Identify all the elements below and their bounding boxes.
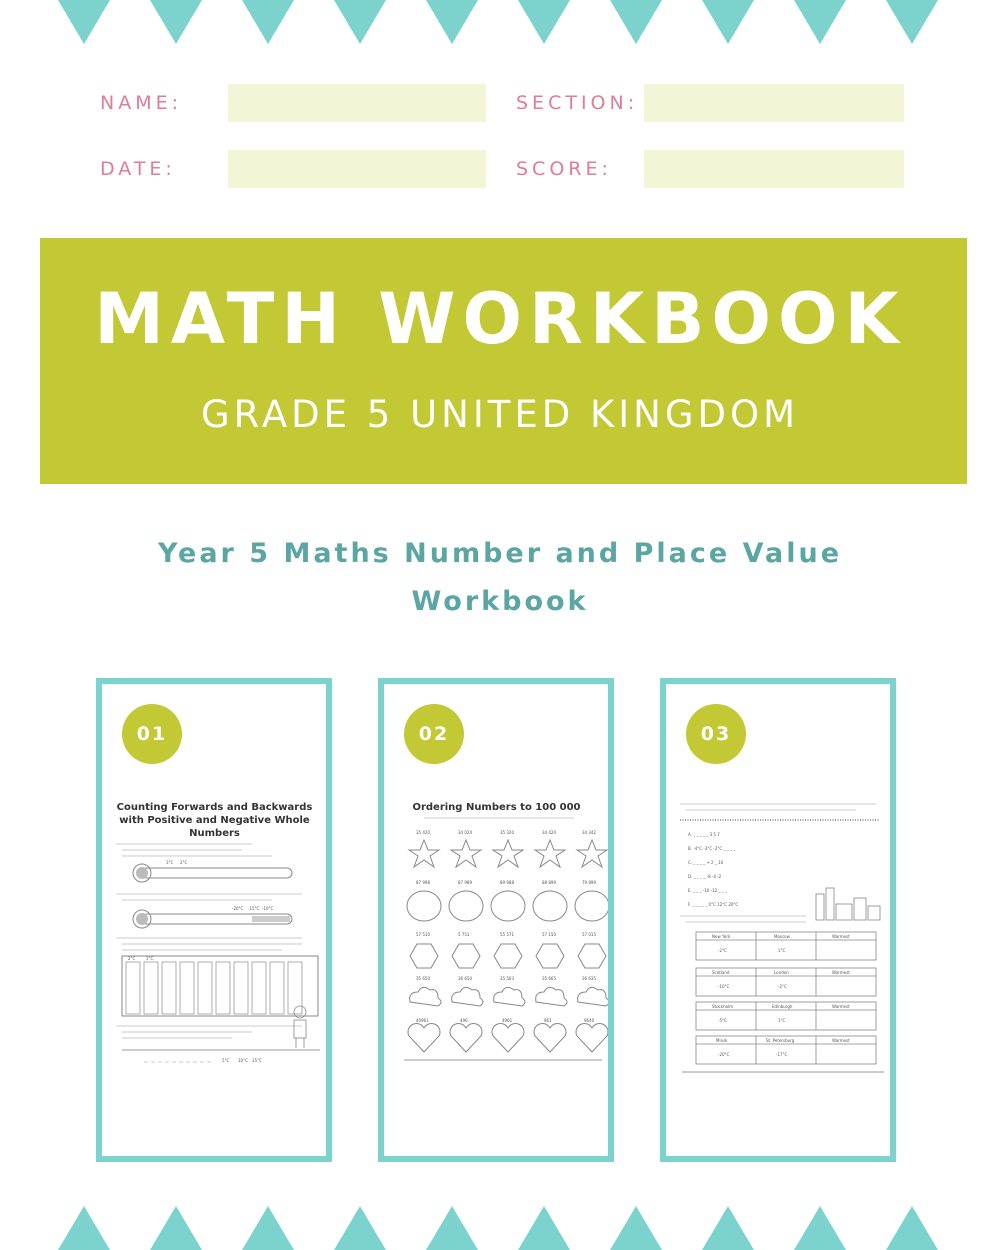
- worksheet-preview: [384, 684, 608, 1156]
- temperature: -20°C: [718, 1052, 730, 1057]
- temperature: -2°C: [718, 948, 727, 953]
- preview-card-3: [660, 678, 896, 1162]
- temperature: 1°C: [778, 1018, 786, 1023]
- grade-subtitle: GRADE 5 UNITED KINGDOM: [200, 393, 800, 436]
- number-label: 35 320: [500, 830, 514, 835]
- sequence-value: 5°C: [222, 1058, 230, 1063]
- sheet-title: Ordering Numbers to 100 000: [412, 802, 581, 813]
- number-label: 57 150: [542, 932, 556, 937]
- date-label: DATE:: [100, 158, 176, 180]
- city-name: London: [774, 970, 789, 975]
- table-header: Warmest: [832, 1004, 850, 1009]
- name-label: NAME:: [100, 92, 183, 114]
- number-label: 79 899: [582, 880, 596, 885]
- sequence-row: E. _ _ _ -10 -12 _ _ _: [688, 888, 728, 893]
- number-label: 40961: [416, 1018, 429, 1023]
- top-triangle-border: [0, 0, 1000, 46]
- number-label: 34 024: [458, 830, 472, 835]
- number-label: 57 015: [582, 932, 596, 937]
- number-label: 57 510: [416, 932, 430, 937]
- sequence-row: F. _ _ _ _ _ 0°C 12°C 20°C: [688, 902, 739, 907]
- number-label: 35 650: [416, 976, 430, 981]
- thermo-label: -20°C: [232, 906, 244, 911]
- temperature: -5°C: [718, 1018, 727, 1023]
- sequence-row: C. _ _ _ _ + 2 _ 10: [688, 860, 724, 865]
- number-label: 34 420: [542, 830, 556, 835]
- temperature: -17°C: [776, 1052, 788, 1057]
- number-label: 961: [544, 1018, 552, 1023]
- number-label: 9640: [584, 1018, 595, 1023]
- number-label: 4961: [502, 1018, 513, 1023]
- number-label: 35 563: [500, 976, 514, 981]
- number-label: 34 342: [582, 830, 596, 835]
- thermo-label: -15°C: [248, 906, 260, 911]
- table-header: Warmest: [832, 970, 850, 975]
- number-label: 35 420: [416, 830, 430, 835]
- name-field[interactable]: [228, 84, 486, 122]
- card-number-badge: 01: [122, 704, 182, 764]
- temperature: 1°C: [778, 948, 786, 953]
- card-number-badge: 03: [686, 704, 746, 764]
- preview-card-1: [96, 678, 332, 1162]
- date-field[interactable]: [228, 150, 486, 188]
- table-header: Warmest: [832, 934, 850, 939]
- jug-label: 2°C: [128, 956, 136, 961]
- thermo-label: 2°C: [180, 860, 188, 865]
- sequence-row: D. _ _ _ _ -8 -4 -2: [688, 874, 722, 879]
- section-field[interactable]: [644, 84, 904, 122]
- number-label: 87 998: [416, 880, 430, 885]
- number-label: 5 751: [458, 932, 470, 937]
- sequence-value: 15°C: [252, 1058, 262, 1063]
- card-number-badge: 02: [404, 704, 464, 764]
- temperature: -2°C: [778, 984, 787, 989]
- sheet-title: Counting Forwards and Backwards with Positive and Negative Whole Numbers: [116, 802, 313, 839]
- thermo-label: 3°C: [166, 860, 174, 865]
- bottom-triangle-border: [0, 1204, 1000, 1250]
- score-field[interactable]: [644, 150, 904, 188]
- city-name: Scotland: [712, 970, 730, 975]
- number-label: 496: [460, 1018, 468, 1023]
- city-name: Stockholm: [712, 1004, 734, 1009]
- workbook-title: MATH WORKBOOK: [94, 278, 906, 360]
- number-label: 87 989: [458, 880, 472, 885]
- temperature: -10°C: [718, 984, 730, 989]
- number-label: 36 635: [582, 976, 596, 981]
- city-name: New York: [712, 934, 731, 939]
- section-label: SECTION:: [516, 92, 639, 114]
- number-label: 55 571: [500, 932, 514, 937]
- table-header: Warmest: [832, 1038, 850, 1043]
- number-label: 36 650: [458, 976, 472, 981]
- title-banner: [40, 238, 967, 484]
- score-label: SCORE:: [516, 158, 612, 180]
- description-line-2: Workbook: [411, 586, 589, 617]
- sequence-row: B. -4°C -3°C -2°C _ _ _ _: [688, 846, 736, 851]
- city-name: Minsk: [716, 1038, 728, 1043]
- city-name: St. Petersburg: [766, 1038, 795, 1043]
- worksheet-preview: [666, 684, 890, 1156]
- city-name: Moscow: [774, 934, 790, 939]
- description-line-1: Year 5 Maths Number and Place Value: [157, 538, 843, 569]
- jug-label: 1°C: [146, 956, 154, 961]
- number-label: 35 665: [542, 976, 556, 981]
- number-label: 88 899: [542, 880, 556, 885]
- workbook-description: [100, 530, 900, 626]
- worksheet-preview: [102, 684, 326, 1156]
- sequence-value: 10°C: [238, 1058, 248, 1063]
- thermo-label: -10°C: [262, 906, 274, 911]
- city-name: Edinburgh: [772, 1004, 793, 1009]
- sequence-row: A. _ _ _ _ _ 3 5 7: [688, 832, 720, 837]
- preview-card-2: [378, 678, 614, 1162]
- number-label: 89 988: [500, 880, 514, 885]
